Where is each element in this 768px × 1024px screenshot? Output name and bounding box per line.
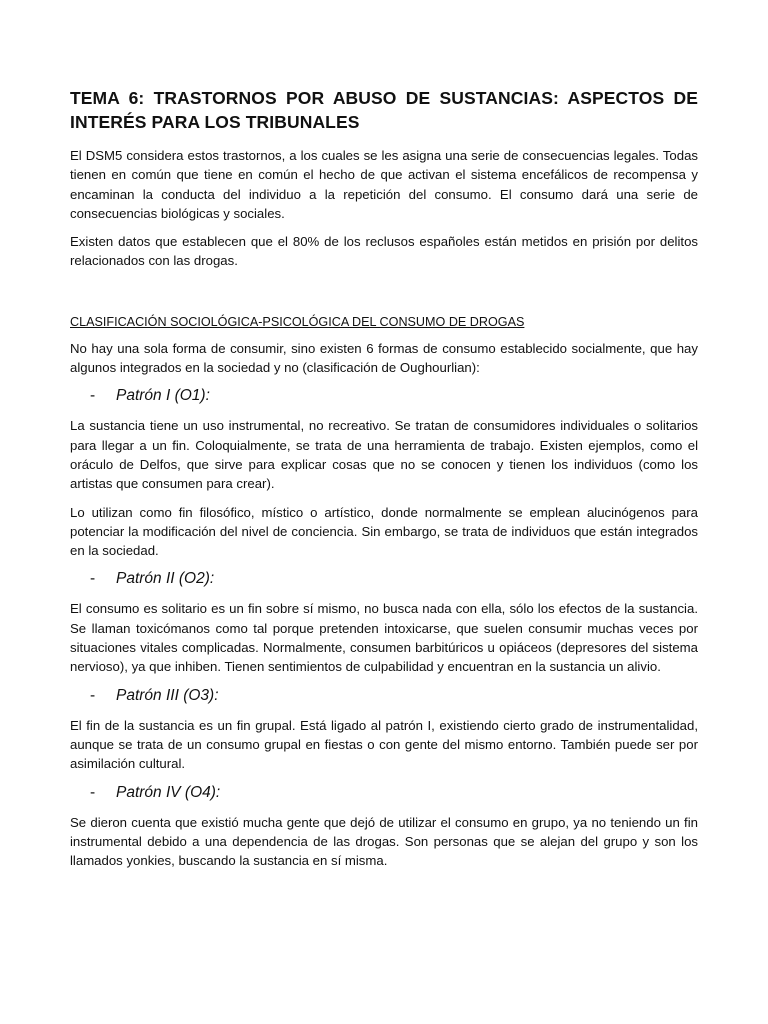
pattern-label: Patrón IV (O4): (116, 783, 221, 801)
bullet-dash: - (90, 387, 96, 405)
pattern-heading-o2 (90, 569, 698, 589)
page-title: TEMA 6: TRASTORNOS POR ABUSO DE SUSTANCIAS: ASPECTOS DE INTERÉS PARA LOS TRIBUNALES (70, 88, 698, 132)
section-intro-paragraph: No hay una sola forma de consumir, sino existen 6 formas de consumo establecido socialmente, que hay algunos integrados en la sociedad y no (clasificación de Oughourlian): (70, 340, 698, 376)
pattern-heading-o3 (90, 686, 698, 706)
pattern-o3-paragraph-1: El fin de la sustancia es un fin grupal. Está ligado al patrón I, existiendo cierto grado de instrumentalidad, aunque se trata de un consumo grupal en fiestas o con gente del mismo entorno. También puede ser por asimilación cultural. (70, 717, 698, 772)
pattern-label: Patrón III (O3): (116, 686, 219, 704)
intro-paragraph-2: Existen datos que establecen que el 80% de los reclusos españoles están metidos en prisión por delitos relacionados con las drogas. (70, 234, 698, 269)
section-heading: CLASIFICACIÓN SOCIOLÓGICA-PSICOLÓGICA DEL CONSUMO DE DROGAS (70, 314, 525, 329)
bullet-dash: - (90, 570, 96, 588)
pattern-heading-o1 (90, 386, 698, 406)
document-page (70, 86, 698, 879)
bullet-dash: - (90, 686, 96, 704)
pattern-o1-paragraph-1: La sustancia tiene un uso instrumental, no recreativo. Se tratan de consumidores individuales o solitarios para llegar a un fin. Coloquialmente, se trata de una herramienta de trabajo. Existen ejemplos, como el oráculo de Delfos, que sirve para explicar cosas que no se conocen y tienen los individuos (como los artistas que consumen para crear). (70, 418, 698, 492)
pattern-label: Patrón I (O1): (116, 387, 210, 405)
pattern-label: Patrón II (O2): (116, 570, 215, 588)
pattern-o2-paragraph-1: El consumo es solitario es un fin sobre sí mismo, no busca nada con ella, sólo los efectos de la sustancia. Se llaman toxicómanos como tal porque pretenden intoxicarse, que suelen consumir muchas veces por situaciones vitales complicadas. Normalmente, consumen barbitúricos u opiáceos (depresores del sistema nervioso), ya que inhiben. Tienen sentimientos de culpabilidad y encuentran en la sustancia un alivio. (70, 601, 698, 675)
intro-paragraph-1: El DSM5 considera estos trastornos, a los cuales se les asigna una serie de consecuencias legales. Todas tienen en común que tiene en común el hecho de que activan el sistema encefálicos de recompensa y encaminan la conducta del individuo a la repetición del consumo. El consumo dará una serie de consecuencias biológicas y sociales. (70, 148, 698, 221)
pattern-o1-paragraph-2: Lo utilizan como fin filosófico, místico o artístico, donde normalmente se emplean alucinógenos para potenciar la modificación del nivel de conciencia. Sin embargo, se trata de individuos que están integrados en la sociedad. (70, 504, 698, 559)
bullet-dash: - (90, 783, 96, 801)
pattern-heading-o4 (90, 783, 698, 803)
pattern-o4-paragraph-1: Se dieron cuenta que existió mucha gente que dejó de utilizar el consumo en grupo, ya no teniendo un fin instrumental debido a una dependencia de las drogas. Son personas que se alejan del grupo y son los llamados yonkies, buscando la sustancia en sí misma. (70, 814, 698, 869)
